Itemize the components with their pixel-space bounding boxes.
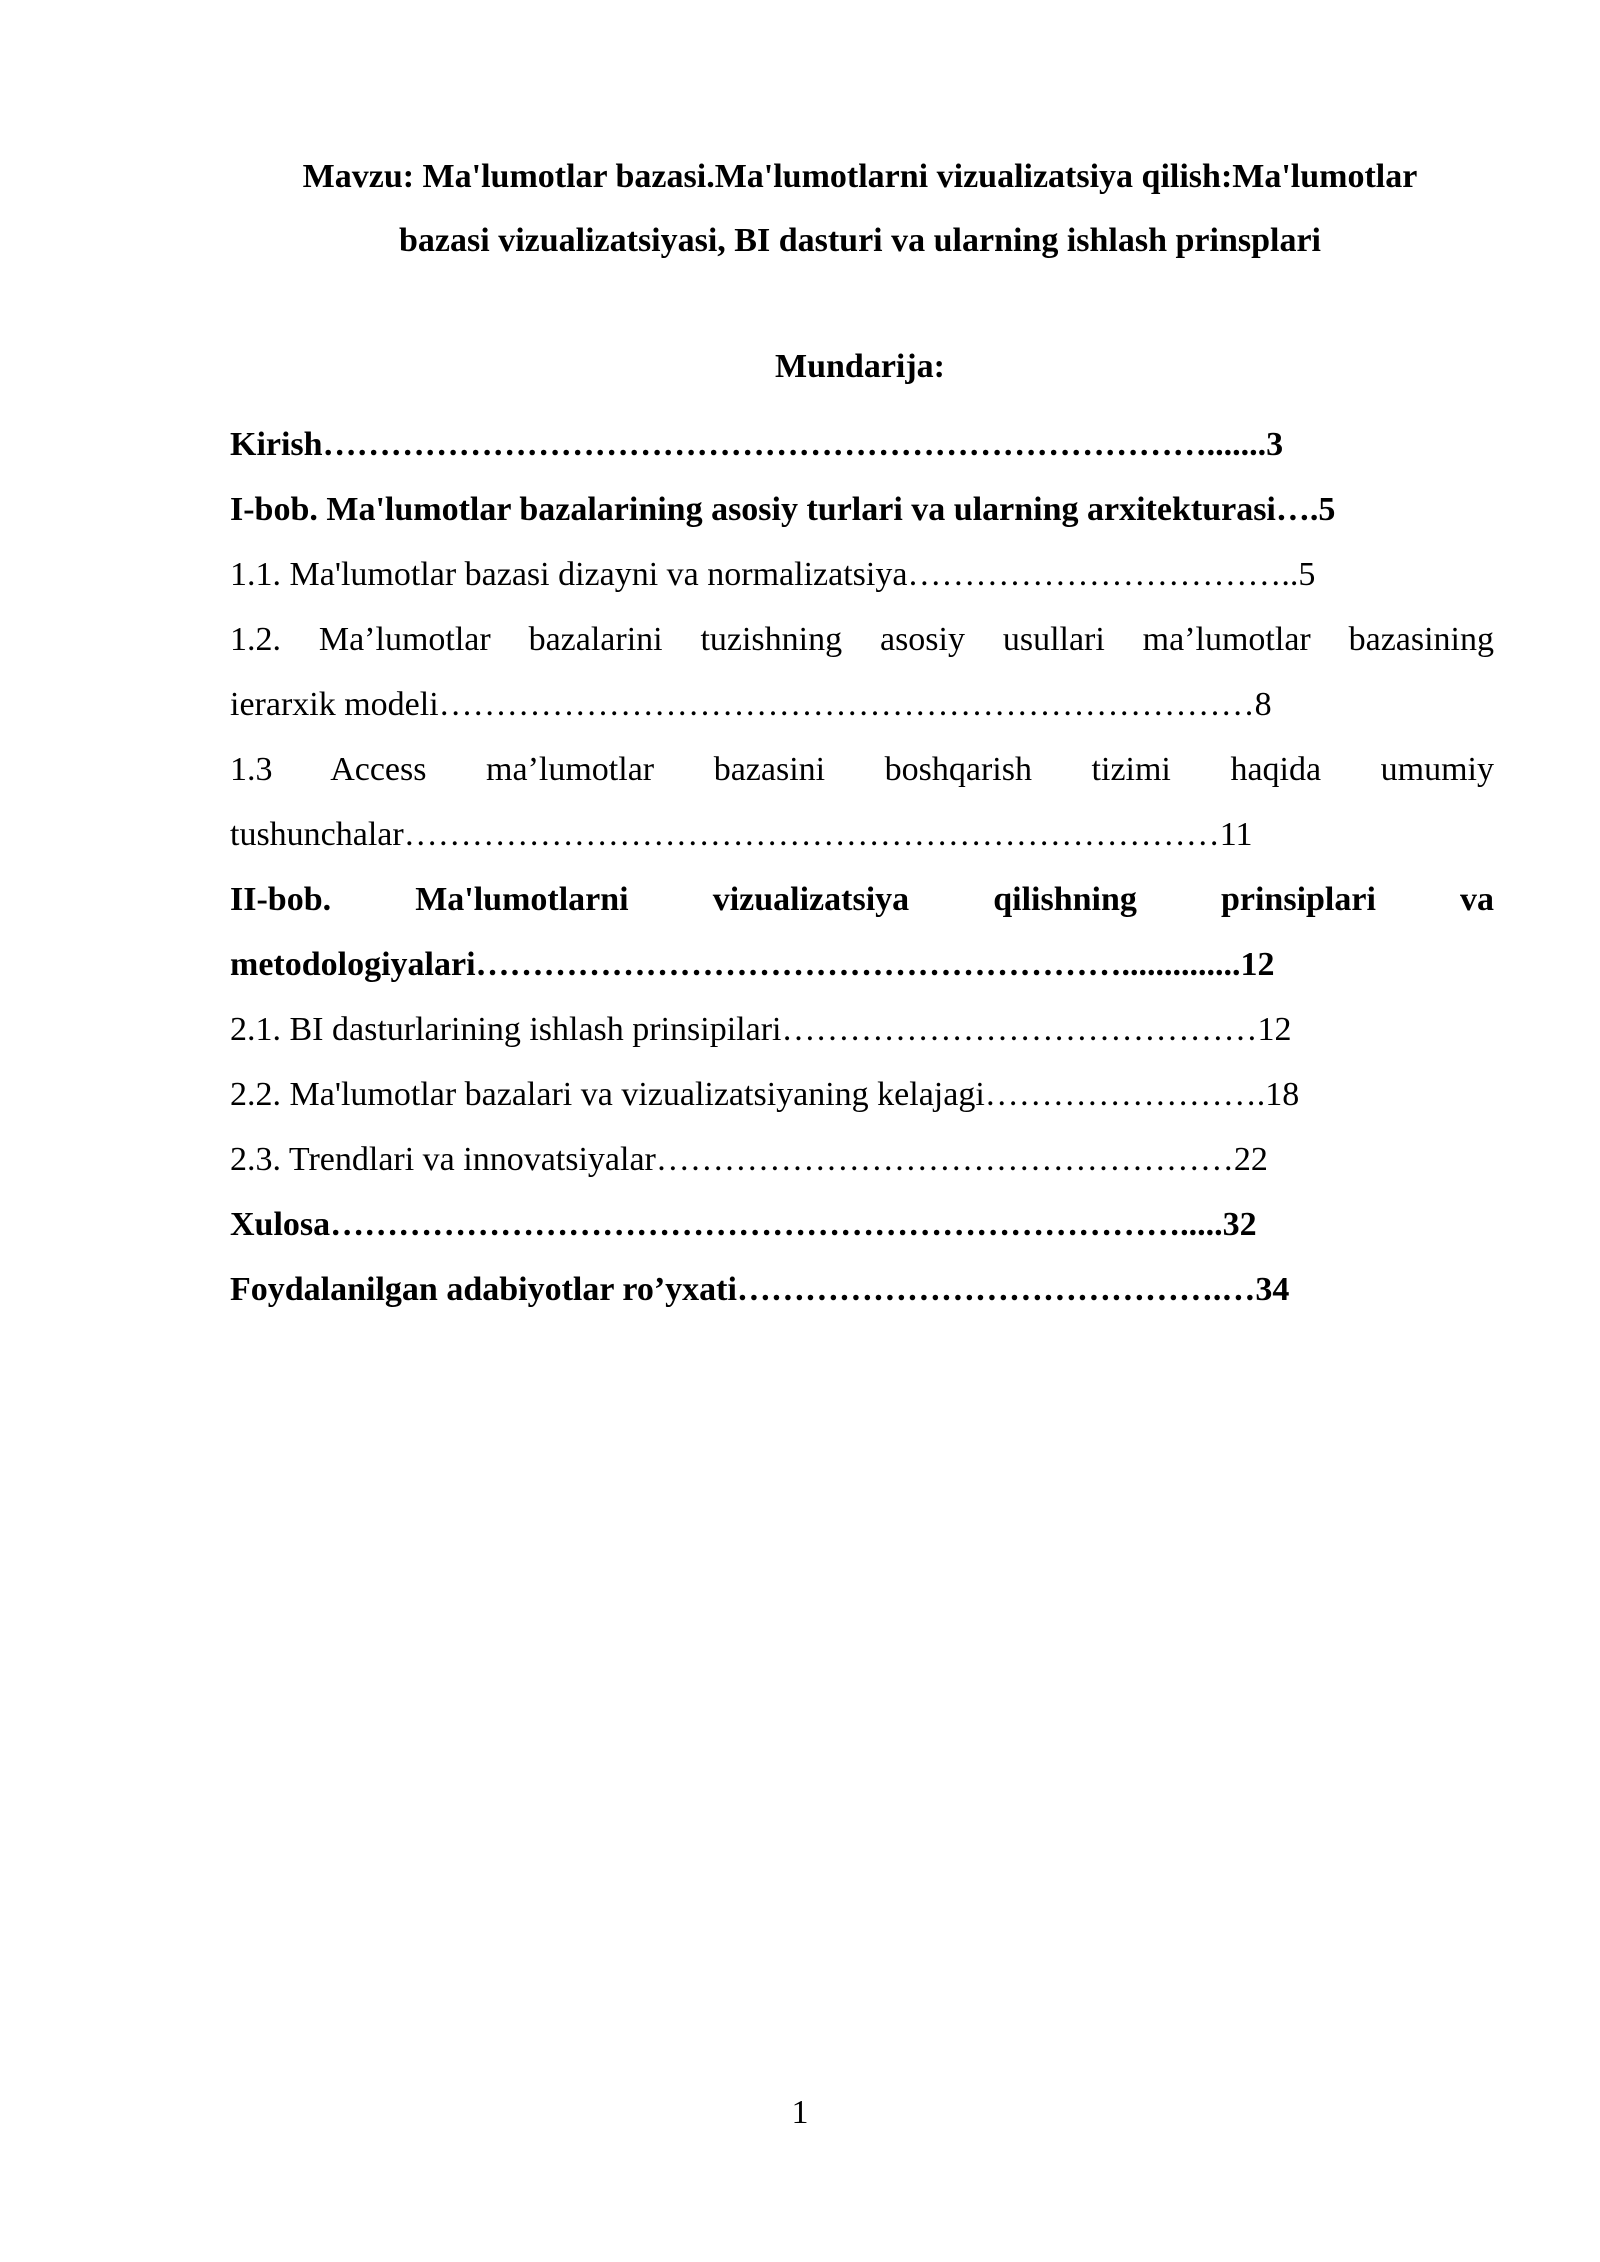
toc-entry-1-3-line-2: tushunchalar………………………………………………………………11 xyxy=(230,816,1253,853)
toc-entry-1-3-line-1: 1.3 Access ma’lumotlar bazasini boshqarish tizimi haqida umumiy xyxy=(230,751,1494,788)
page-number: 1 xyxy=(791,2094,809,2131)
toc-heading: Mundarija: xyxy=(775,348,945,385)
toc-entry-chapter-2-line-2: metodologiyalari…………………………………………………..............12 xyxy=(230,946,1275,983)
toc-entry-1-1: 1.1. Ma'lumotlar bazasi dizayni va normalizatsiya……………………………..5 xyxy=(230,556,1316,593)
toc-entry-2-1: 2.1. BI dasturlarining ishlash prinsipilari……………………………………12 xyxy=(230,1011,1292,1048)
document-title xyxy=(180,145,1540,273)
toc-entry-2-2: 2.2. Ma'lumotlar bazalari va vizualizatsiyaning kelajagi…………………….18 xyxy=(230,1076,1300,1113)
toc-entry-chapter-1: I-bob. Ma'lumotlar bazalarining asosiy turlari va ularning arxitekturasi….5 xyxy=(230,491,1336,528)
title-line-2: bazasi vizualizatsiyasi, BI dasturi va ularning ishlash prinsplari xyxy=(399,222,1321,259)
toc-entry-kirish: Kirish…………………………………………………………………….......3 xyxy=(230,426,1284,463)
toc-entry-references: Foydalanilgan adabiyotlar ro’yxati…………………………………….…34 xyxy=(230,1271,1290,1308)
toc-entry-1-2-line-1: 1.2. Ma’lumotlar bazalarini tuzishning asosiy usullari ma’lumotlar bazasining xyxy=(230,621,1494,658)
toc-entry-chapter-2-line-1: II-bob. Ma'lumotlarni vizualizatsiya qilishning prinsiplari va xyxy=(230,881,1494,918)
title-line-1: Mavzu: Ma'lumotlar bazasi.Ma'lumotlarni vizualizatsiya qilish:Ma'lumotlar xyxy=(302,158,1418,195)
table-of-contents xyxy=(230,412,1494,1322)
toc-entry-xulosa: Xulosa………………………………………………………………….....32 xyxy=(230,1206,1257,1243)
toc-entry-1-2-line-2: ierarxik modeli………………………………………………………………8 xyxy=(230,686,1272,723)
toc-entry-2-3: 2.3. Trendlari va innovatsiyalar……………………………………………22 xyxy=(230,1141,1268,1178)
